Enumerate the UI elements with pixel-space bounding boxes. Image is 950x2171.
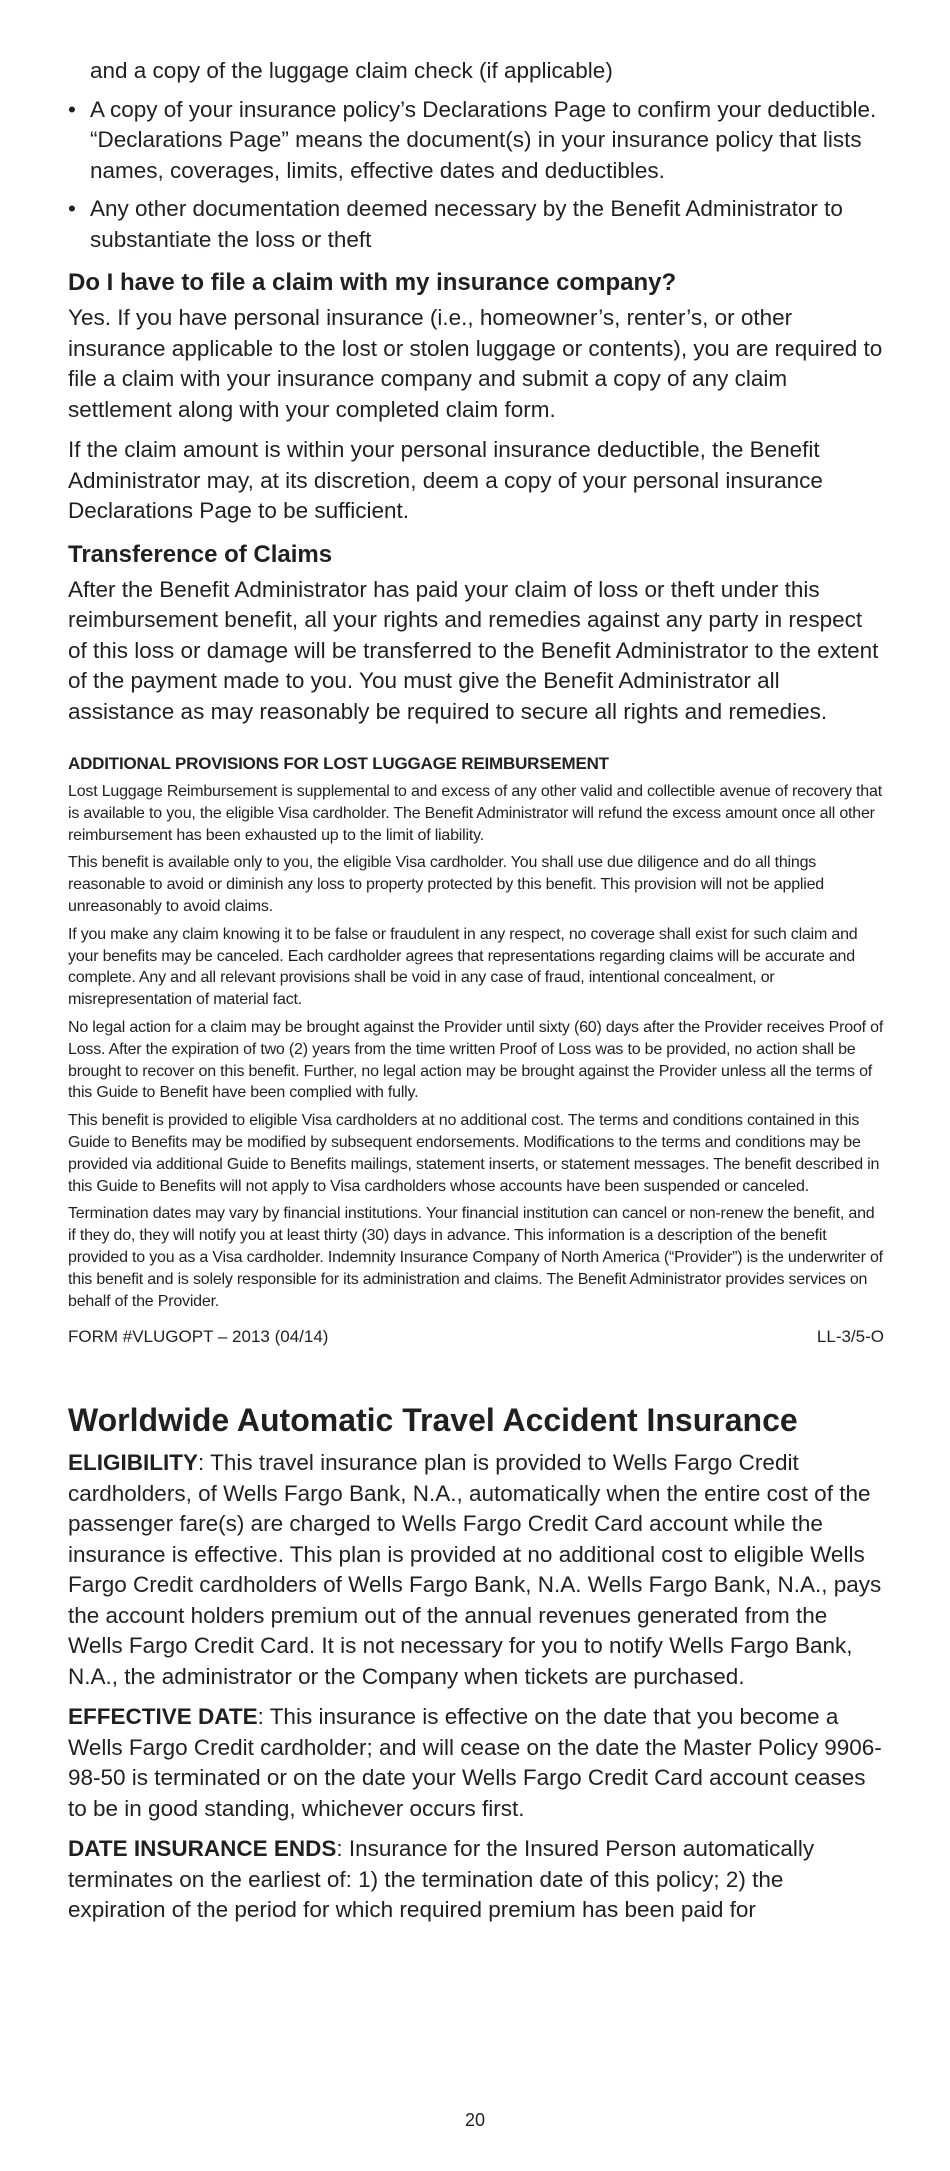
eligibility-text: : This travel insurance plan is provided to Wells Fargo Credit cardholders, of Wells Fargo Bank, N.A., automatically when the entire cost of the passenger fare(s) are charged to Wells Fargo Credit Card account while the insurance is effective. This plan is provided at no additional cost to eligible Wells Fargo Credit cardholders of Wells Fargo Bank, N.A. Wells Fargo Bank, N.A., pays the account holders premium out of the annual revenues generated from the Wells Fargo Credit Card. It is not necessary for you to notify Wells Fargo Bank, N.A., the administrator or the Company when tickets are purchased.: [68, 1450, 882, 1689]
provision-paragraph: Termination dates may vary by financial institutions. Your financial institution can cancel or non-renew the benefit, and if they do, they will notify you at least thirty (30) days in advance. This information is a description of the benefit provided to you as a Visa cardholder. Indemnity Insurance Company of North America (“Provider”) is the underwriter of this benefit and is solely responsible for its administration and claims. The Benefit Administrator provides services on behalf of the Provider.: [68, 1205, 883, 1310]
section-title: Worldwide Automatic Travel Accident Insurance: [68, 1402, 798, 1439]
form-number-line: [68, 1326, 884, 1348]
faq-paragraph: Yes. If you have personal insurance (i.e., homeowner’s, renter’s, or other insurance applicable to the lost or stolen luggage or contents), you are required to file a claim with your insurance company and submit a copy of any claim settlement along with your completed claim form.: [68, 305, 883, 422]
provision-paragraph: This benefit is provided to eligible Visa cardholders at no additional cost. The terms and conditions contained in this Guide to Benefits may be modified by subsequent endorsements. Modifications to the terms and conditions may be provided via additional Guide to Benefits mailings, statement inserts, or statement messages. The benefit described in this Guide to Benefits will not apply to Visa cardholders whose accounts have been suspended or canceled.: [68, 1112, 880, 1195]
intro-fragment: and a copy of the luggage claim check (if applicable): [90, 58, 613, 83]
insurance-ends-text: : Insurance for the Insured Person automatically terminates on the earliest of: 1) the termination date of this policy; 2) the expiration of the period for which required premium has been paid for: [68, 1836, 815, 1923]
list-item: [68, 95, 884, 187]
documentation-list: [68, 95, 884, 256]
faq-heading: Do I have to file a claim with my insurance company?: [68, 269, 677, 296]
provision-paragraph: If you make any claim knowing it to be false or fraudulent in any respect, no coverage shall exist for such claim and your benefits may be canceled. Each cardholder agrees that representations regarding claims will be accurate and complete. Any and all relevant provisions shall be void in any case of fraud, intentional concealment, or misrepresentation of material fact.: [68, 925, 858, 1009]
effective-date-label: EFFECTIVE DATE: [68, 1704, 258, 1730]
provision-paragraph: Lost Luggage Reimbursement is supplemental to and excess of any other valid and collectible avenue of recovery that is available to you, the eligible Visa cardholder. The Benefit Administrator will refund the excess amount once all other reimbursement has been exhausted up to the limit of liability.: [68, 783, 882, 844]
insurance-ends-paragraph: [68, 1834, 884, 1926]
transference-paragraph: After the Benefit Administrator has paid your claim of loss or theft under this reimbursement benefit, all your rights and remedies against any party in respect of this loss or damage will be transferred to the Benefit Administrator to the extent of the payment made to you. You must give the Benefit Administrator all assistance as may reasonably be required to secure all rights and remedies.: [68, 576, 879, 724]
insurance-ends-label: DATE INSURANCE ENDS: [68, 1836, 337, 1862]
form-number: FORM #VLUGOPT – 2013 (04/14): [68, 1327, 329, 1347]
bullet-icon: •: [68, 196, 76, 221]
transference-heading: Transference of Claims: [68, 540, 333, 568]
provision-paragraph: This benefit is available only to you, the eligible Visa cardholder. You shall use due diligence and do all things reasonable to avoid or diminish any loss to property protected by this benefit. This provision will not be applied unreasonably to avoid claims.: [68, 854, 825, 915]
list-item: [68, 194, 884, 255]
effective-date-paragraph: [68, 1702, 884, 1824]
bullet-icon: •: [68, 96, 76, 122]
additional-provisions-heading: ADDITIONAL PROVISIONS FOR LOST LUGGAGE REIMBURSEMENT: [68, 754, 609, 773]
page-number: 20: [464, 2110, 486, 2130]
eligibility-paragraph: [68, 1448, 884, 1692]
list-item-text: Any other documentation deemed necessary by the Benefit Administrator to substantiate the loss or theft: [90, 196, 843, 252]
provision-paragraph: No legal action for a claim may be brought against the Provider until sixty (60) days after the Provider receives Proof of Loss. After the expiration of two (2) years from the time written Proof of Loss was to be provided, no action shall be brought to recover on this benefit. Further, no legal action may be brought against the Provider unless all the terms of this Guide to Benefit have been complied with fully.: [68, 1018, 884, 1102]
list-item-text: A copy of your insurance policy’s Declarations Page to confirm your deductible. “Declarations Page” means the document(s) in your insurance policy that lists names, coverages, limits, effective dates and deductibles.: [90, 96, 877, 183]
effective-date-text: : This insurance is effective on the date that you become a Wells Fargo Credit cardholder; and will cease on the date the Master Policy 9906-98-50 is terminated or on the date your Wells Fargo Credit Card account ceases to be in good standing, whichever occurs first.: [68, 1704, 882, 1821]
document-page: [68, 56, 884, 1926]
eligibility-label: ELIGIBILITY: [68, 1450, 199, 1476]
faq-paragraph: If the claim amount is within your personal insurance deductible, the Benefit Administrator may, at its discretion, deem a copy of your personal insurance Declarations Page to be sufficient.: [68, 437, 823, 523]
form-code: LL-3/5-O: [816, 1327, 884, 1347]
